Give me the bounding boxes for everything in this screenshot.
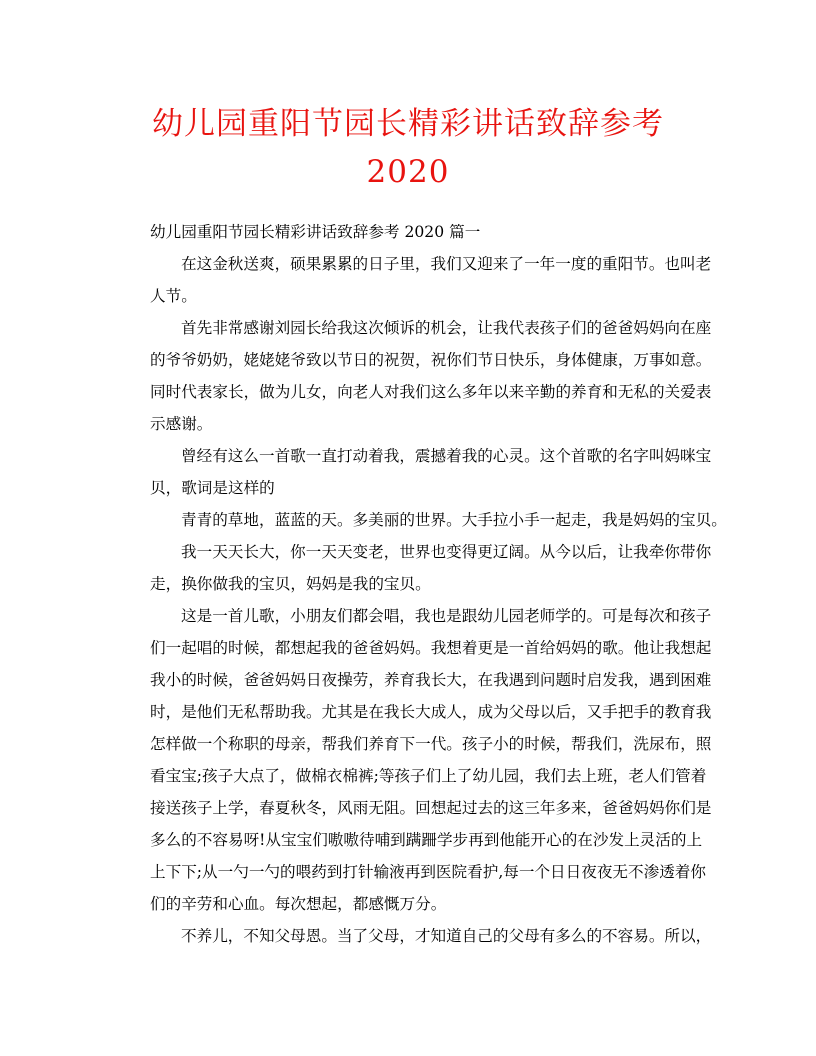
paragraph-line: 在这金秋送爽，硕果累累的日子里，我们又迎来了一年一度的重阳节。也叫老	[181, 255, 712, 273]
paragraph-line: 不养儿，不知父母恩。当了父母，才知道自己的父母有多么的不容易。所以，	[181, 927, 712, 945]
paragraph-line: 这是一首儿歌，小朋友们都会唱，我也是跟幼儿园老师学的。可是每次和孩子	[181, 607, 712, 625]
title-line-2: 2020	[366, 154, 450, 190]
paragraph	[119, 248, 712, 312]
paragraph-line: 我小的时候，爸爸妈妈日夜操劳，养育我长大，在我遇到问题时启发我，遇到困难	[150, 671, 712, 689]
paragraph	[119, 440, 712, 504]
paragraph	[119, 312, 712, 440]
paragraph	[119, 920, 712, 952]
paragraph-line: 青青的草地，蓝蓝的天。多美丽的世界。大手拉小手一起走，我是妈妈的宝贝。	[181, 511, 727, 529]
paragraph	[119, 536, 712, 600]
paragraph-line: 们一起唱的时候，都想起我的爸爸妈妈。我想着更是一首给妈妈的歌。他让我想起	[150, 639, 712, 657]
paragraph-line: 怎样做一个称职的母亲，帮我们养育下一代。孩子小的时候，帮我们，洗尿布，照	[150, 735, 712, 753]
paragraph-line: 们的辛劳和心血。每次想起，都感慨万分。	[150, 895, 447, 913]
paragraph-line: 示感谢。	[150, 415, 213, 433]
paragraph-line: 同时代表家长，做为儿女，向老人对我们这么多年以来辛勤的养育和无私的关爱表	[150, 383, 712, 401]
paragraph-line: 走，换你做我的宝贝，妈妈是我的宝贝。	[150, 575, 431, 593]
document-title	[108, 100, 708, 196]
section-heading: 幼儿园重阳节园长精彩讲话致辞参考 2020 篇一	[150, 223, 481, 241]
paragraph-line: 上下下;从一勺一勺的喂药到打针输液再到医院看护,每一个日日夜夜无不渗透着你	[150, 863, 706, 881]
paragraph	[119, 504, 727, 536]
paragraph-line: 多么的不容易呀!从宝宝们嗷嗷待哺到蹒跚学步再到他能开心的在沙发上灵活的上	[150, 831, 703, 849]
paragraph-line: 接送孩子上学，春夏秋冬，风雨无阻。回想起过去的这三年多来，爸爸妈妈你们是	[150, 799, 712, 817]
document-body	[119, 216, 727, 952]
section-heading-paragraph	[119, 216, 699, 248]
paragraph-line: 的爷爷奶奶，姥姥姥爷致以节日的祝贺，祝你们节日快乐，身体健康，万事如意。	[150, 351, 712, 369]
paragraph-line: 看宝宝;孩子大点了，做棉衣棉裤;等孩子们上了幼儿园，我们去上班，老人们管着	[150, 767, 707, 785]
paragraph-line: 我一天天长大，你一天天变老，世界也变得更辽阔。从今以后，让我牵你带你	[181, 543, 712, 561]
paragraph-line: 曾经有这么一首歌一直打动着我，震撼着我的心灵。这个首歌的名字叫妈咪宝	[181, 447, 712, 465]
paragraph-line: 时，是他们无私帮助我。尤其是在我长大成人，成为父母以后，又手把手的教育我	[150, 703, 712, 721]
paragraph-line: 首先非常感谢刘园长给我这次倾诉的机会，让我代表孩子们的爸爸妈妈向在座	[181, 319, 712, 337]
paragraph-line: 人节。	[150, 287, 197, 305]
title-line-1: 幼儿园重阳节园长精彩讲话致辞参考	[152, 106, 664, 142]
paragraph	[119, 600, 712, 920]
paragraph-list	[119, 248, 727, 952]
paragraph-line: 贝，歌词是这样的	[150, 479, 275, 497]
